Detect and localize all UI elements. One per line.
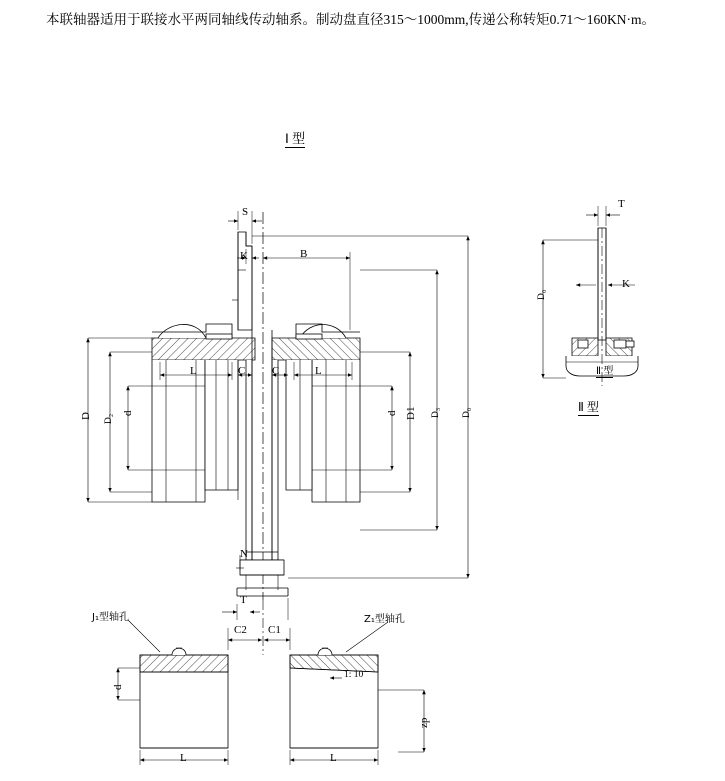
- intro-text: 本联轴器适用于联接水平两同轴线传动轴系。制动盘直径315～1000mm,传递公称转矩0.71～160KN·m。: [46, 12, 655, 27]
- label-c2: C2: [234, 624, 247, 636]
- label-k: K: [240, 250, 248, 262]
- label-d0-right-fig: D₀: [537, 289, 547, 300]
- label-l-left: L: [190, 365, 197, 377]
- label-zp: zp: [418, 717, 430, 728]
- label-t-right: T: [618, 198, 625, 210]
- label-j1-hole: J₁型轴孔: [92, 612, 129, 623]
- label-d2-left: D₂: [104, 413, 114, 424]
- label-d1-right: D1: [405, 406, 417, 420]
- label-c-right: C: [272, 365, 280, 377]
- label-s: S: [242, 206, 249, 218]
- label-t-bottom: T: [240, 594, 247, 606]
- label-c-left: C: [238, 365, 246, 377]
- label-d-small-left: d: [122, 410, 134, 416]
- label-ii-inner: Ⅱ 型: [596, 366, 614, 377]
- label-d0-right: D₀: [462, 407, 472, 418]
- label-l-right: L: [315, 365, 322, 377]
- label-d-left: D: [80, 412, 92, 420]
- label-z1-hole: Z₁型轴孔: [364, 614, 405, 625]
- label-taper: 1: 10: [344, 670, 364, 680]
- label-c1: C1: [268, 624, 281, 636]
- label-n: N: [240, 548, 248, 560]
- label-l-bottom-right: L: [330, 752, 337, 764]
- label-l-bottom-left: L: [180, 752, 187, 764]
- label-d3-right: D₃: [431, 407, 441, 418]
- figure-i-title: Ⅰ 型: [285, 131, 306, 146]
- label-b: B: [300, 248, 308, 260]
- label-d-small-right: d: [386, 410, 398, 416]
- label-d-bottom-left: d: [112, 684, 124, 690]
- label-k-right: K: [622, 278, 630, 290]
- figure-ii-title: Ⅱ 型: [578, 400, 599, 414]
